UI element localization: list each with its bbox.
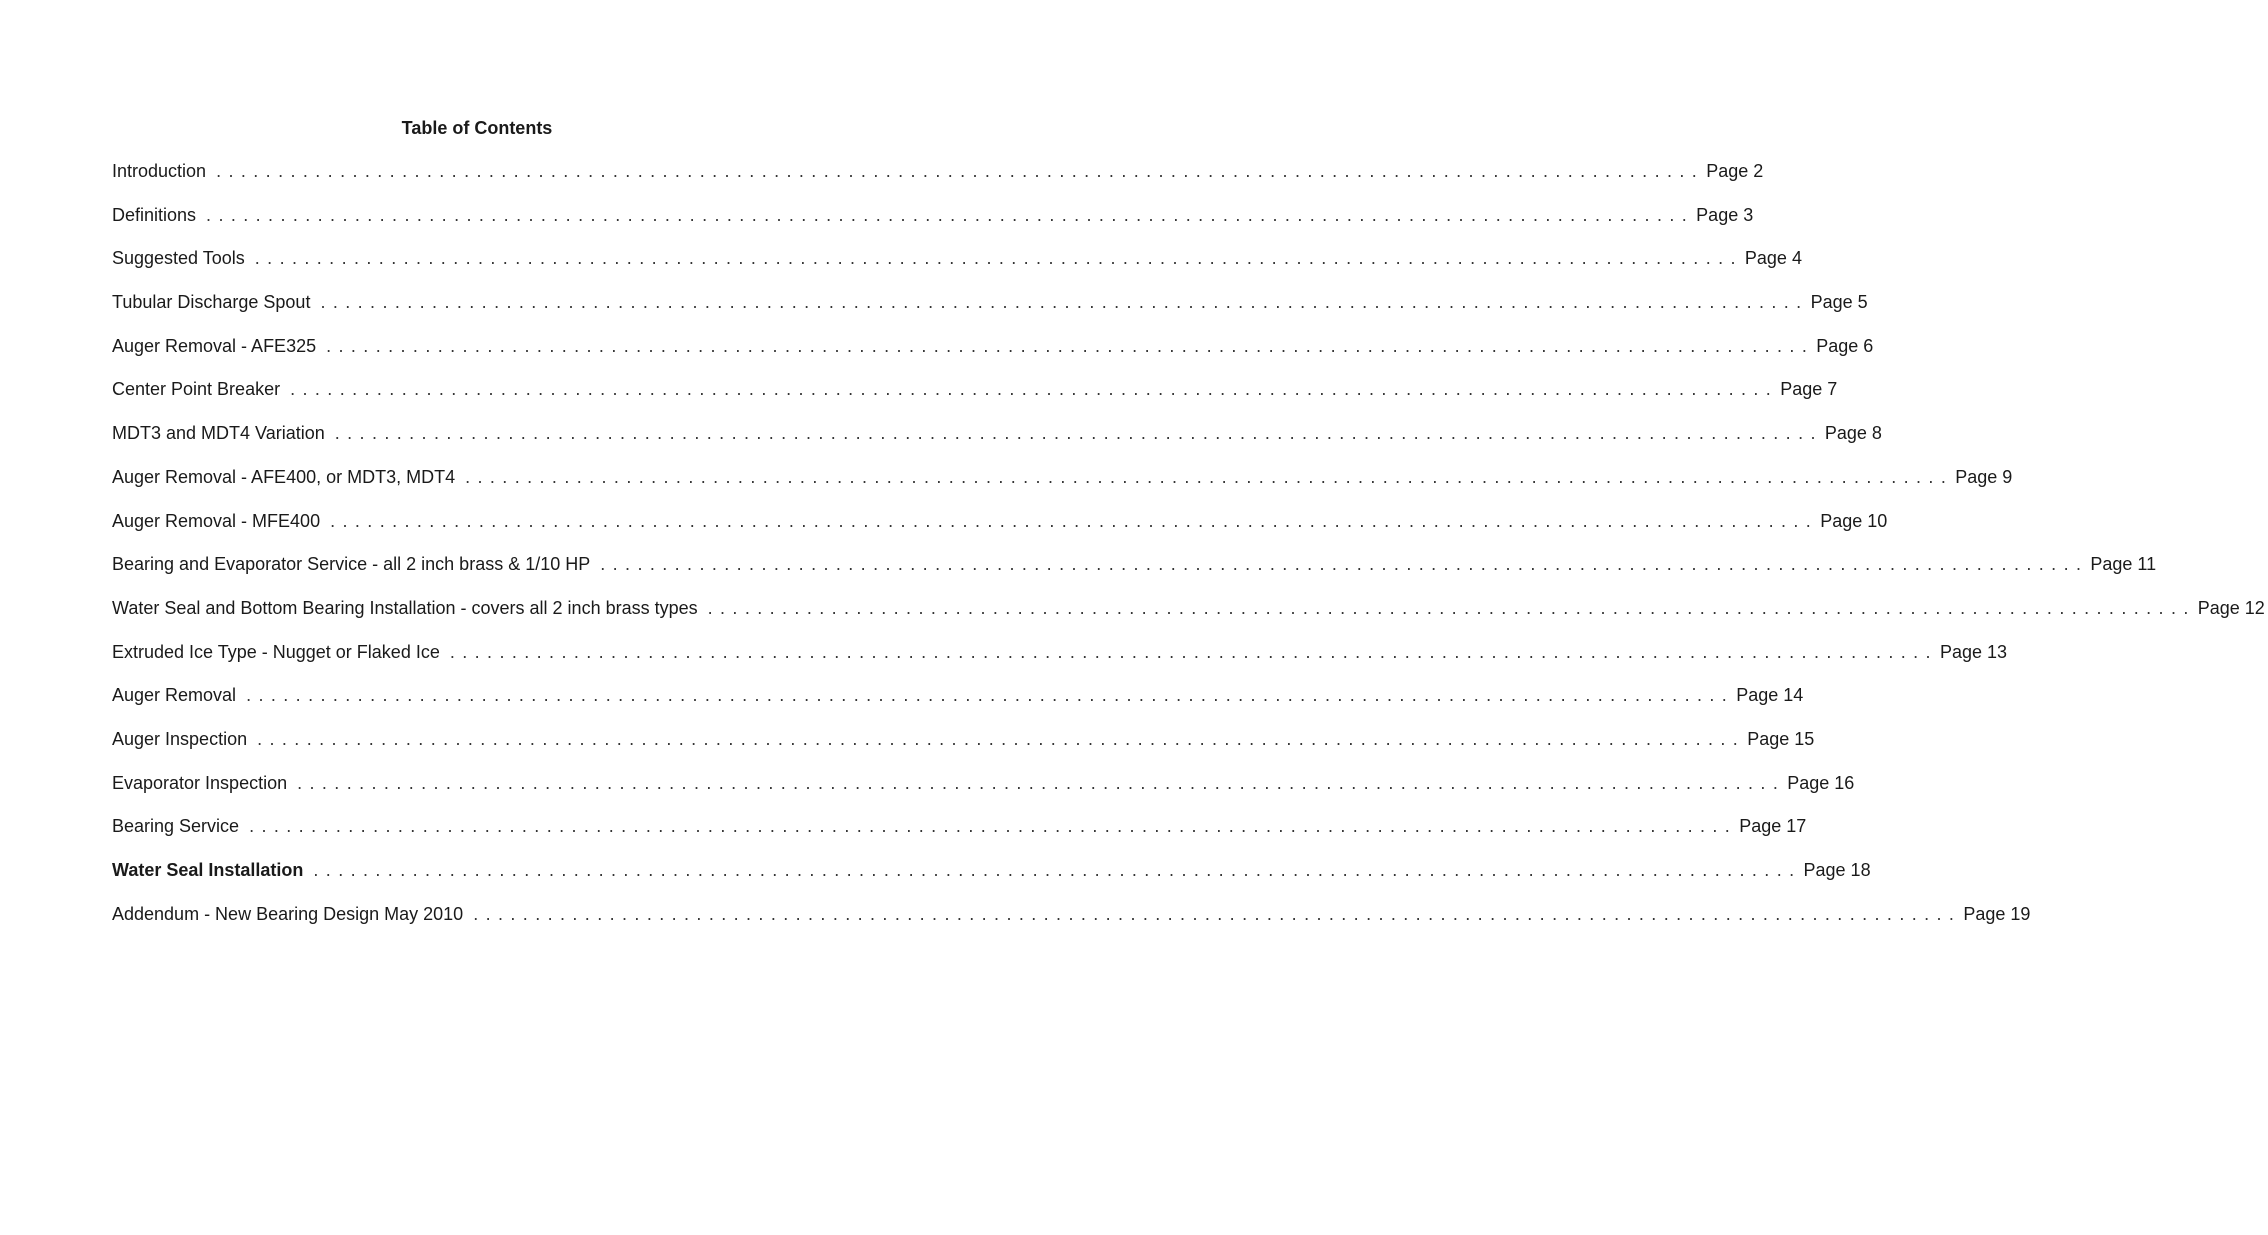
toc-entry-label: Bearing Service: [112, 816, 240, 837]
toc-entry-page: Page 6: [1816, 335, 1874, 356]
toc-entry-label: Water Seal and Bottom Bearing Installation - covers all 2 inch brass types: [112, 597, 698, 618]
toc-entry-label: Addendum - New Bearing Design May 2010: [112, 903, 464, 924]
toc-entry-label: MDT3 and MDT4 Variation: [112, 423, 325, 444]
toc-entry[interactable]: [112, 814, 1807, 858]
toc-dot-leader: ........................................................................................................................: [465, 466, 1954, 487]
toc-entry-label: Extruded Ice Type - Nugget or Flaked Ice: [112, 641, 440, 662]
toc-dot-leader: ........................................................................................................................: [246, 685, 1735, 706]
toc-dot-leader: ........................................................................................................................: [473, 903, 1962, 924]
toc-entry-page: Page 14: [1736, 685, 1804, 706]
toc-entry-page: Page 3: [1696, 204, 1754, 225]
toc-dot-leader: ........................................................................................................................: [707, 597, 2196, 618]
toc-entry[interactable]: [112, 290, 1868, 334]
toc-dot-leader: ........................................................................................................................: [313, 860, 1802, 880]
toc-entry-label: Bearing and Evaporator Service - all 2 inch brass & 1/10 HP: [112, 554, 591, 575]
toc-entry-label: Auger Removal - MFE400: [112, 510, 321, 531]
toc-entry-page: Page 19: [1963, 903, 2031, 924]
toc-entry[interactable]: [112, 640, 2008, 684]
toc-entry[interactable]: [112, 683, 1804, 727]
toc-entry-label: Center Point Breaker: [112, 379, 281, 400]
toc-entry-label: Evaporator Inspection: [112, 772, 288, 793]
toc-entry-label: Introduction: [112, 161, 207, 181]
toc-entry-page: Page 18: [1803, 860, 1871, 880]
toc-entry-label: Water Seal Installation: [112, 860, 304, 880]
toc-entry-label: Tubular Discharge Spout: [112, 292, 311, 313]
toc-dot-leader: ........................................................................................................................: [600, 554, 2089, 575]
toc-entry[interactable]: [112, 596, 2265, 640]
toc-entry[interactable]: [112, 334, 1874, 378]
toc-dot-leader: ........................................................................................................................: [320, 292, 1809, 313]
toc-entry-page: Page 7: [1780, 379, 1838, 400]
toc-entry-page: Page 9: [1955, 466, 2013, 487]
toc-entry[interactable]: [112, 858, 1871, 902]
toc-entry-page: Page 8: [1824, 423, 1882, 444]
toc-entry-page: Page 4: [1744, 248, 1802, 269]
toc-list: [112, 159, 2265, 945]
toc-entry[interactable]: [112, 465, 2013, 509]
toc-entry-page: Page 2: [1706, 161, 1764, 181]
toc-entry-label: Auger Removal: [112, 685, 237, 706]
toc-entry[interactable]: [112, 377, 1838, 421]
toc-dot-leader: ........................................................................................................................: [249, 816, 1738, 837]
toc-entry[interactable]: [112, 159, 1764, 203]
toc-entry-page: Page 10: [1820, 510, 1888, 531]
toc-dot-leader: ........................................................................................................................: [290, 379, 1779, 400]
toc-entry-page: Page 11: [2090, 554, 2157, 575]
toc-entry-label: Definitions: [112, 204, 197, 225]
toc-dot-leader: ........................................................................................................................: [254, 248, 1743, 269]
toc-dot-leader: ........................................................................................................................: [326, 335, 1815, 356]
toc-dot-leader: ........................................................................................................................: [297, 772, 1786, 793]
toc-entry[interactable]: [112, 552, 2157, 596]
toc-entry-page: Page 12: [2197, 597, 2265, 618]
toc-entry[interactable]: [112, 509, 1888, 553]
toc-entry[interactable]: [112, 246, 1802, 290]
toc-title: Table of Contents: [401, 118, 553, 138]
toc-dot-leader: ........................................................................................................................: [330, 510, 1819, 531]
toc-entry-label: Auger Removal - AFE325: [112, 335, 317, 356]
toc-entry-label: Auger Removal - AFE400, or MDT3, MDT4: [112, 466, 456, 487]
toc-entry-page: Page 17: [1739, 816, 1807, 837]
toc-entry-label: Suggested Tools: [112, 248, 245, 269]
toc-dot-leader: ........................................................................................................................: [206, 204, 1695, 225]
toc-entry[interactable]: [112, 771, 1855, 815]
toc-entry[interactable]: [112, 902, 2031, 946]
toc-entry-page: Page 5: [1810, 292, 1868, 313]
toc-dot-leader: ........................................................................................................................: [334, 423, 1823, 444]
toc-dot-leader: ........................................................................................................................: [257, 728, 1746, 749]
toc-entry-page: Page 16: [1787, 772, 1855, 793]
toc-entry-page: Page 15: [1747, 728, 1815, 749]
toc-entry[interactable]: [112, 203, 1754, 247]
toc-dot-leader: ........................................................................................................................: [449, 641, 1938, 662]
toc-entry[interactable]: [112, 727, 1815, 771]
toc-entry-label: Auger Inspection: [112, 728, 248, 749]
toc-entry-page: Page 13: [1939, 641, 2008, 662]
toc-dot-leader: ........................................................................................................................: [216, 161, 1705, 181]
toc-entry[interactable]: [112, 421, 1882, 465]
